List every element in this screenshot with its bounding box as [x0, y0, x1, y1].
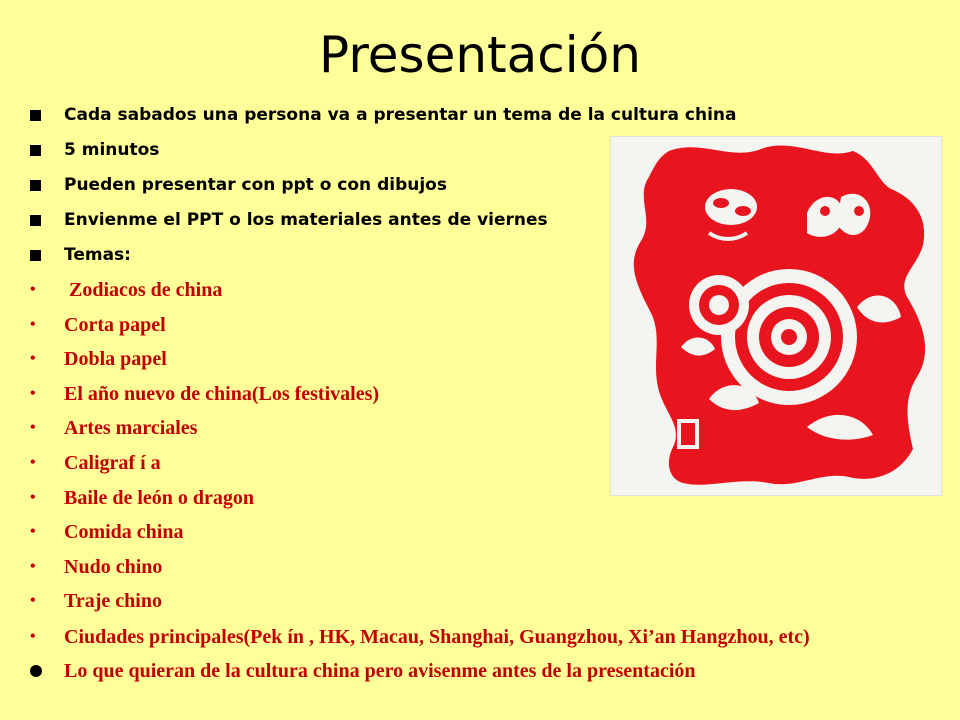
dot-bullet-icon: • [30, 557, 36, 575]
topic-text: El año nuevo de china(Los festivales) [64, 382, 380, 405]
topic-item [30, 619, 930, 654]
circle-bullet-icon [30, 665, 42, 677]
topic-text: Lo que quieran de la cultura china pero avisenme antes de la presentación [64, 659, 696, 682]
paper-cut-image [610, 136, 942, 496]
dot-bullet-icon: • [30, 627, 36, 645]
topic-text: Ciudades principales(Pek ín , HK, Macau, Shanghai, Guangzhou, Xi’an Hangzhou, etc) [64, 625, 810, 648]
topic-text: Zodiacos de china [64, 279, 223, 301]
dot-bullet-icon: • [30, 419, 36, 437]
square-bullet-icon [30, 180, 41, 191]
square-bullet-icon [30, 250, 41, 261]
bullet-text: 5 minutos [64, 140, 160, 160]
dot-bullet-icon: • [30, 281, 36, 298]
topic-item [30, 654, 930, 689]
square-bullet-icon [30, 145, 41, 156]
paper-cut-peony-icon [611, 137, 941, 495]
topic-text: Artes marciales [64, 417, 198, 440]
topic-item [30, 550, 930, 585]
topic-text: Comida china [64, 521, 184, 544]
square-bullet-icon [30, 110, 41, 121]
bullet-text: Envienme el PPT o los materiales antes de viernes [64, 210, 548, 230]
topic-text: Baile de león o dragon [64, 486, 255, 509]
dot-bullet-icon: • [30, 488, 36, 506]
dot-bullet-icon: • [30, 453, 36, 471]
topic-text: Corta papel [64, 313, 166, 336]
bullet-text: Cada sabados una persona va a presentar un tema de la cultura china [64, 105, 737, 125]
dot-bullet-icon: • [30, 384, 36, 402]
list-item [30, 98, 930, 133]
topic-text: Dobla papel [64, 348, 167, 371]
topic-item [30, 515, 930, 550]
topic-text: Nudo chino [64, 555, 163, 578]
dot-bullet-icon: • [30, 350, 36, 368]
dot-bullet-icon: • [30, 592, 36, 610]
bullet-text: Temas: [64, 245, 131, 265]
dot-bullet-icon: • [30, 523, 36, 541]
square-bullet-icon [30, 215, 41, 226]
topic-text: Traje chino [64, 590, 162, 613]
bullet-text: Pueden presentar con ppt o con dibujos [64, 175, 447, 195]
dot-bullet-icon: • [30, 315, 36, 333]
topic-text: Caligraf í a [64, 451, 161, 474]
topic-item [30, 584, 930, 619]
slide-title: Presentación [319, 26, 641, 84]
